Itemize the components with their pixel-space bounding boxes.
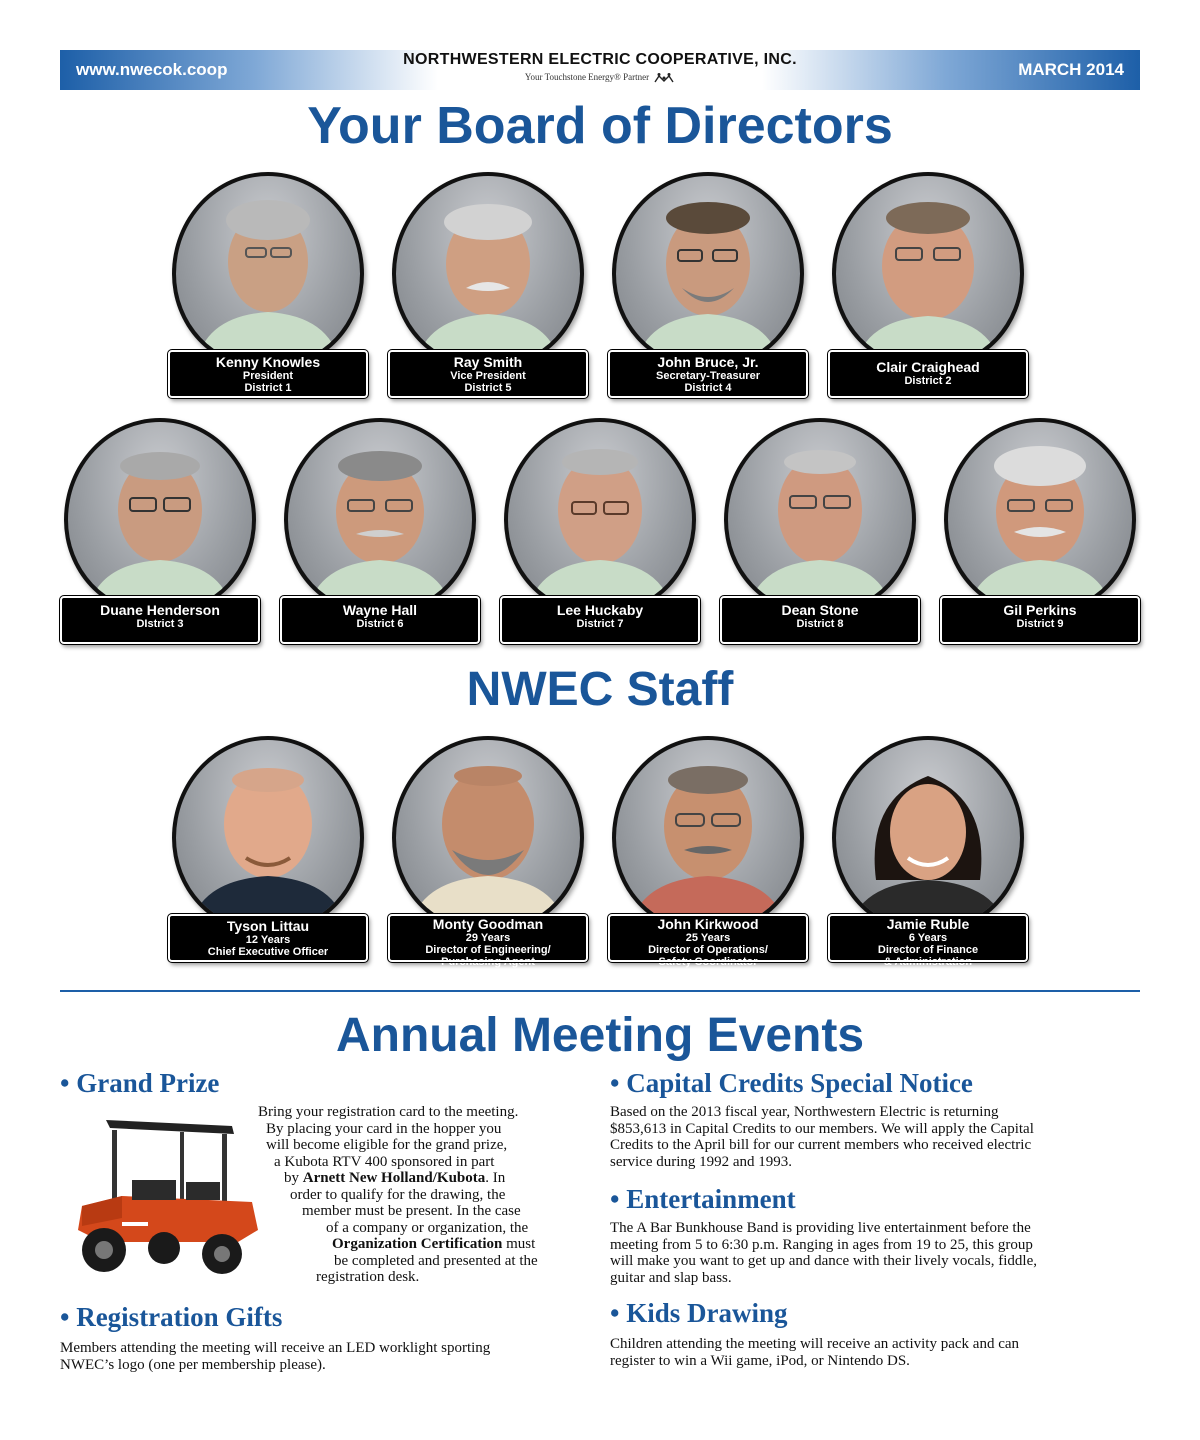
nameplate bbox=[168, 914, 368, 962]
person-silhouette-icon bbox=[728, 422, 912, 610]
portrait-photo bbox=[396, 176, 580, 364]
person-silhouette-icon bbox=[948, 422, 1132, 610]
staff-years: 29 Years bbox=[465, 932, 511, 944]
staff-name: John Kirkwood bbox=[657, 916, 759, 932]
nameplate bbox=[388, 914, 588, 968]
portrait-frame bbox=[64, 418, 256, 614]
portrait-photo bbox=[616, 740, 800, 928]
member-name: John Bruce, Jr. bbox=[657, 354, 759, 370]
person-silhouette-icon bbox=[396, 740, 580, 928]
member-name: Dean Stone bbox=[781, 602, 859, 618]
member-district: District 8 bbox=[796, 618, 844, 630]
portrait-photo bbox=[836, 740, 1020, 928]
staff-title: Director of Finance bbox=[877, 944, 979, 956]
board-card bbox=[500, 418, 700, 648]
nameplate bbox=[720, 596, 920, 644]
member-district: DIstrict 3 bbox=[136, 618, 184, 630]
person-silhouette-icon bbox=[176, 740, 360, 928]
member-district: District 7 bbox=[576, 618, 624, 630]
member-name: Wayne Hall bbox=[342, 602, 418, 618]
staff-card bbox=[608, 736, 808, 966]
person-silhouette-icon bbox=[836, 740, 1020, 928]
nameplate bbox=[940, 596, 1140, 644]
staff-card bbox=[828, 736, 1028, 966]
portrait-photo bbox=[508, 422, 692, 610]
nameplate bbox=[828, 914, 1028, 968]
staff-card bbox=[168, 736, 368, 966]
capital-credits-text: Based on the 2013 fiscal year, Northwestern Electric is returning $853,613 in Capital Credits to our members. We will apply the Capital Credits to the April bill for our current members who received electric service during 1992 and 1993. bbox=[610, 1104, 1034, 1170]
member-district: District 2 bbox=[904, 375, 952, 387]
member-role: Secretary-Treasurer bbox=[656, 370, 760, 382]
portrait-photo bbox=[836, 176, 1020, 364]
person-silhouette-icon bbox=[616, 176, 800, 364]
member-role: Vice President bbox=[450, 370, 526, 382]
entertainment-text: The A Bar Bunkhouse Band is providing live entertainment before the meeting from 5 to 6:30 p.m. Ranging in ages from 19 to 25, this group will make you want to get up and dance with their lively vocals, fiddle, guitar and slap bass. bbox=[610, 1220, 1037, 1286]
section-divider bbox=[60, 990, 1140, 992]
portrait-photo bbox=[616, 176, 800, 364]
portrait-frame bbox=[392, 736, 584, 932]
portrait-photo bbox=[176, 176, 360, 364]
registration-gifts-heading: • Registration Gifts bbox=[60, 1302, 283, 1332]
grand-prize-text: Bring your registration card to the meeting. By placing your card in the hopper you will become eligible for the grand prize, a Kubota RTV 400 sponsored in part by Arnett New Holland/Kubota. In order to qualify for the drawing, the member must be present. In the case of a company or organization, the Organization Certification must be completed and presented at the registration desk. bbox=[258, 1104, 538, 1285]
kids-drawing-text: Children attending the meeting will receive an activity pack and can register to win a Wii game, iPod, or Nintendo DS. bbox=[610, 1336, 1020, 1369]
member-district: District 1 bbox=[244, 382, 292, 394]
staff-title: Chief Executive Officer bbox=[207, 946, 329, 958]
portrait-frame bbox=[172, 736, 364, 932]
board-card bbox=[720, 418, 920, 648]
board-title: Your Board of Directors bbox=[307, 97, 893, 155]
staff-years: 12 Years bbox=[245, 934, 291, 946]
person-silhouette-icon bbox=[508, 422, 692, 610]
member-district: District 4 bbox=[684, 382, 732, 394]
nameplate bbox=[168, 350, 368, 398]
staff-title: Director of Operations/ bbox=[648, 944, 768, 956]
organization-name: NORTHWESTERN ELECTRIC COOPERATIVE, INC. bbox=[403, 51, 797, 68]
staff-title-cont: Purchasing Agent bbox=[441, 956, 535, 968]
person-silhouette-icon bbox=[68, 422, 252, 610]
person-silhouette-icon bbox=[616, 740, 800, 928]
portrait-photo bbox=[176, 740, 360, 928]
board-card bbox=[940, 418, 1140, 648]
issue-date: MARCH 2014 bbox=[1018, 60, 1124, 79]
staff-title: Director of Engineering/ bbox=[425, 944, 551, 956]
grand-prize-heading: • Grand Prize bbox=[60, 1068, 220, 1098]
nameplate bbox=[500, 596, 700, 644]
board-card bbox=[60, 418, 260, 648]
staff-title-cont: & Administration bbox=[883, 956, 973, 968]
staff-name: Jamie Ruble bbox=[886, 916, 970, 932]
person-silhouette-icon bbox=[176, 176, 360, 364]
member-name: Duane Henderson bbox=[100, 602, 220, 618]
annual-title: Annual Meeting Events bbox=[335, 1009, 865, 1062]
staff-card bbox=[388, 736, 588, 966]
person-silhouette-icon bbox=[396, 176, 580, 364]
board-card bbox=[168, 172, 368, 402]
nameplate bbox=[608, 350, 808, 398]
portrait-frame bbox=[392, 172, 584, 368]
member-district: District 6 bbox=[356, 618, 404, 630]
nameplate bbox=[388, 350, 588, 398]
portrait-frame bbox=[724, 418, 916, 614]
member-name: Lee Huckaby bbox=[556, 602, 644, 618]
staff-title-cont: Safety Coordinator bbox=[658, 956, 758, 968]
staff-name: Monty Goodman bbox=[432, 916, 544, 932]
masthead bbox=[60, 50, 1140, 90]
nameplate bbox=[60, 596, 260, 644]
touchstone-logo-icon bbox=[653, 72, 675, 84]
portrait-photo bbox=[396, 740, 580, 928]
member-district: District 9 bbox=[1016, 618, 1064, 630]
staff-years: 6 Years bbox=[908, 932, 948, 944]
nameplate bbox=[280, 596, 480, 644]
registration-gifts-text: Members attending the meeting will receive an LED worklight sporting NWEC’s logo (one per membership please). bbox=[60, 1340, 491, 1373]
portrait-photo bbox=[728, 422, 912, 610]
kubota-utv-image bbox=[62, 1110, 262, 1285]
portrait-photo bbox=[948, 422, 1132, 610]
tagline: Your Touchstone Energy® Partner bbox=[60, 72, 1140, 84]
portrait-photo bbox=[68, 422, 252, 610]
board-card bbox=[280, 418, 480, 648]
member-name: Kenny Knowles bbox=[215, 354, 321, 370]
person-silhouette-icon bbox=[288, 422, 472, 610]
website-link[interactable]: www.nwecok.coop bbox=[76, 60, 228, 79]
portrait-frame bbox=[284, 418, 476, 614]
kids-drawing-heading: • Kids Drawing bbox=[610, 1298, 788, 1328]
member-name: Clair Craighead bbox=[876, 359, 980, 375]
member-name: Ray Smith bbox=[453, 354, 523, 370]
board-card bbox=[388, 172, 588, 402]
portrait-frame bbox=[612, 172, 804, 368]
portrait-frame bbox=[504, 418, 696, 614]
member-district: District 5 bbox=[464, 382, 512, 394]
portrait-photo bbox=[288, 422, 472, 610]
nameplate bbox=[608, 914, 808, 968]
staff-title: NWEC Staff bbox=[466, 663, 734, 716]
person-silhouette-icon bbox=[836, 176, 1020, 364]
entertainment-heading: • Entertainment bbox=[610, 1184, 796, 1214]
member-name: Gil Perkins bbox=[1003, 602, 1077, 618]
portrait-frame bbox=[832, 172, 1024, 368]
board-card bbox=[608, 172, 808, 402]
capital-credits-heading: • Capital Credits Special Notice bbox=[610, 1068, 973, 1098]
staff-name: Tyson Littau bbox=[226, 918, 310, 934]
board-card bbox=[828, 172, 1028, 402]
portrait-frame bbox=[612, 736, 804, 932]
portrait-frame bbox=[832, 736, 1024, 932]
nameplate bbox=[828, 350, 1028, 398]
staff-years: 25 Years bbox=[685, 932, 731, 944]
portrait-frame bbox=[944, 418, 1136, 614]
member-role: President bbox=[242, 370, 294, 382]
org-certification: Organization Certification bbox=[332, 1236, 503, 1252]
portrait-frame bbox=[172, 172, 364, 368]
sponsor-name: Arnett New Holland/Kubota bbox=[302, 1170, 486, 1186]
